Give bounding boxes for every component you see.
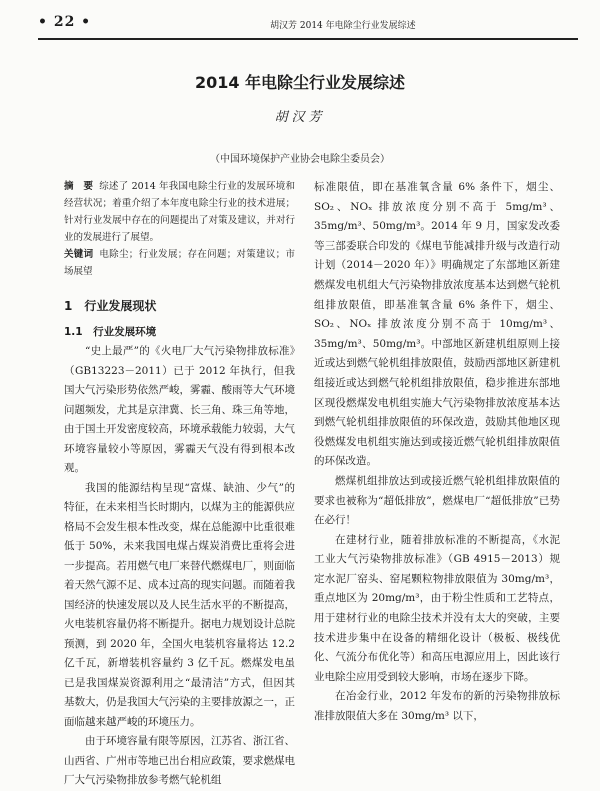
- running-header: [38, 12, 578, 40]
- keywords: [64, 246, 295, 280]
- paragraph-3: 由于环境容量有限等原因，江苏省、浙江省、山西省、广州市等地已出台相应政策，要求燃煤电厂大气污染物排放参考燃气轮机组: [64, 735, 295, 786]
- right-column: [314, 178, 560, 727]
- paragraph-5: 燃煤机组排放达到或接近燃气轮机组排放限值的要求也被称为“超低排放”，燃煤电厂“超低排放”已势在必行！: [314, 474, 560, 527]
- paragraph-1: “史上最严”的《火电厂大气污染物排放标准》（GB13223－2011）已于 2012 年执行，但我国大气污染形势依然严峻，雾霾、酸雨等大气环境问题频发，尤其是京津冀、长三角、珠三角等地，由于国土开发密度较高，环境承载能力较弱，大气环境容量较小等原因，雾霾天气没有得到根本改观。: [64, 345, 295, 474]
- paragraph-2: 我国的能源结构呈现“富煤、缺油、少气”的特征，在未来相当长时期内，以煤为主的能源供应格局不会发生根本性改变，煤在总能源中比重很难低于 50%，未来我国电煤占煤炭消费比重将会进一步提高。若用燃气电厂来替代燃煤电厂，则面临着天然气源不足、成本过高的现实问题。而随着我国经济的快速发展以及人民生活水平的不断提高，火电装机容量仍将不断提升。据电力规划设计总院预测，到 2020 年，全国火电装机容量将达 12.2 亿千瓦，新增装机容量约 3 亿千瓦。燃煤发电虽已是我国煤炭资源利用之“最清洁”方式，但因其基数大，仍是我国大气污染的主要排放源之一，正面临越来越严峻的环境压力。: [64, 481, 295, 728]
- abstract-text: 综述了 2014 年我国电除尘行业的发展环境和经营状况；着重介绍了本年度电除尘行业的技术进展；针对行业发展中存在的问题提出了对策及建议，并对行业的发展进行了展望。: [64, 181, 295, 243]
- paragraph-7: 在冶金行业，2012 年发布的新的污染物排放标准排放限值大多在 30mg/m³ 以下，: [314, 690, 560, 723]
- left-column: [64, 178, 295, 791]
- running-title: 胡汉芳 2014 年电除尘行业发展综述: [270, 21, 416, 31]
- page-number: • 22 •: [38, 14, 92, 30]
- section-heading: 1 行业发展现状: [64, 299, 157, 313]
- article-title: 2014 年电除尘行业发展综述: [194, 73, 406, 92]
- keywords-text: 电除尘；行业发展；存在问题；对策建议；市场展望: [64, 249, 295, 277]
- author: 胡汉芳: [274, 110, 326, 125]
- affiliation: （中国环境保护产业协会电除尘委员会）: [210, 154, 390, 165]
- paragraph-4: 标准限值，即在基准氧含量 6% 条件下，烟尘、SO₂、NOₓ 排放浓度分别不高于 5mg/m³、35mg/m³、50mg/m³。2014 年 9 月，国家发改委等三部委联合印发的《煤电节能减排升级与改造行动计划（2014－2020 年）》明确规定了东部地区新建燃煤发电机组大气污染物排放浓度基本达到燃气轮机组排放限值，即基准氧含量 6% 条件下，烟尘、SO₂、NOₓ 排放浓度分别不高于 10mg/m³、35mg/m³、50mg/m³。中部地区新建机组原则上接近或达到燃气轮机组排放限值，鼓励西部地区新建机组接近或达到燃气轮机组排放限值，稳步推进东部地区现役燃煤发电机组实施大气污染物排放浓度基本达到燃气轮机组排放限值的环保改造，鼓励其他地区现役燃煤发电机组实施达到或接近燃气轮机组排放限值的环保改造。: [314, 181, 560, 468]
- abstract-label: 摘 要: [64, 181, 94, 192]
- paragraph-6: 在建材行业，随着排放标准的不断提高，《水泥工业大气污染物排放标准》（GB 4915－2013）规定水泥厂窑头、窑尾颗粒物排放限值为 30mg/m³，重点地区为 20mg/m³，由于粉尘性质和工艺特点，用于建材行业的电除尘技术并没有太大的突破，主要技术进步集中在设备的精细化设计（极板、极线优化、气流分布优化等）和高压电源应用上，因此该行业电除尘应用受到较大影响，市场在逐步下降。: [314, 533, 560, 683]
- abstract: [64, 178, 295, 246]
- subsection-heading: 1.1 行业发展环境: [64, 326, 157, 338]
- keywords-label: 关键词: [64, 249, 94, 260]
